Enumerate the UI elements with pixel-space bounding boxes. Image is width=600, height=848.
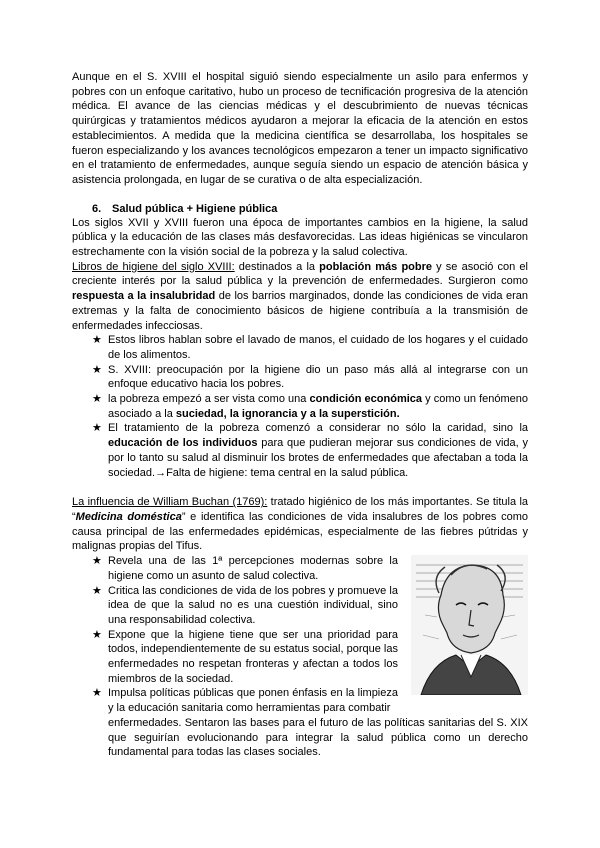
buchan-text-1: tratado higiénico de los más importantes. Se titula la “: [72, 496, 529, 523]
star-bullet-icon: ★: [92, 422, 102, 435]
bullet-text: Estos libros hablan sobre el lavado de manos, el cuidado de los hogares y el cuidado de los alimentos.: [108, 334, 528, 361]
bullet-text: la pobreza empezó a ser vista como una: [108, 393, 310, 406]
list-item: [92, 686, 398, 715]
bullet-text: para que pudieran mejorar sus condiciones de vida, y por lo tanto su salud al disminuir los brotes de enfermedades que afectaban a toda la sociedad.→Falta de higiene: tema central en la salud pública.: [108, 437, 528, 479]
books-paragraph: [72, 260, 528, 334]
list-item: [92, 333, 528, 362]
star-bullet-icon: ★: [92, 628, 102, 641]
list-item: [92, 392, 528, 421]
buchan-text-2: ” e identifica las condiciones de vida insalubres de los pobres como causa principal de las enfermedades epidémicas, especialmente de las fiebres pútridas y malignas propias del Tifus.: [72, 510, 528, 553]
list-item: [92, 584, 398, 628]
books-bold-2: respuesta a la insalubridad: [72, 290, 216, 303]
section-paragraph: Los siglos XVII y XVIII fueron una época de importantes cambios en la higiene, la salud pública y la educación de las clases más desfavorecidas. Las ideas higiénicas se vincularon estrechamente con la visión social de la pobreza y la salud colectiva.: [72, 216, 528, 259]
list-item: [92, 628, 398, 687]
intro-paragraph: Aunque en el S. XVIII el hospital siguió siendo especialmente un asilo para enfermos y pobres con un enfoque caritativo, hubo un proceso de tecnificación progresiva de la atención médica. El avance de las ciencias médicas y el descubrimiento de nuevas técnicas quirúrgicas y tratamientos médicos ayudaron a mejorar la eficacia de la atención en estos establecimientos. A medida que la medicina científica se desarrollaba, los hospitales se fueron especializando y los avances tecnológicos empezaron a tener un impacto significativo en el tratamiento de enfermedades, aunque seguía siendo un espacio de atención básica y asistencia prolongada, en lugar de se curativa o de alta especialización.: [72, 71, 528, 186]
bullet-bold: educación de los individuos: [108, 437, 258, 450]
bullet-text: S. XVIII: preocupación por la higiene dio un paso más allá al integrarse con un enfoque educativo hacia los pobres.: [108, 363, 528, 391]
buchan-book-title: Medicina doméstica: [75, 510, 182, 523]
star-bullet-icon: ★: [92, 687, 102, 700]
bullet-text: Impulsa políticas públicas que ponen énfasis en la limpieza y la educación sanitaria como herramientas para combatir: [108, 687, 398, 715]
bullet-text: El tratamiento de la pobreza comenzó a considerar no sólo la caridad, sino la: [108, 422, 528, 435]
section-title: Salud pública + Higiene pública: [112, 202, 278, 215]
buchan-section: [72, 495, 528, 760]
document-page: [72, 70, 528, 760]
star-bullet-icon: ★: [92, 334, 102, 347]
books-bullet-list: [72, 333, 528, 480]
books-label: Libros de higiene del siglo XVIII:: [72, 260, 235, 273]
star-bullet-icon: ★: [92, 555, 102, 568]
bullet-bold: suciedad, la ignorancia y a la superstición.: [175, 407, 400, 420]
bullet-text: Critica las condiciones de vida de los pobres y promueve la idea de que la salud no es una cuestión individual, sino una responsabilidad colectiva.: [108, 584, 398, 626]
section-heading: [72, 202, 528, 216]
bullet-text: Expone que la higiene tiene que ser una prioridad para todos, independientemente de su estatus social, porque las enfermedades no respetan fronteras y afectan a todos los miembros de la sociedad.: [108, 628, 398, 685]
list-item: [92, 363, 528, 392]
books-text-2: y se asoció con el creciente interés por la salud pública y la prevención de enfermedades. Surgieron como: [72, 260, 528, 288]
last-bullet-continuation: enfermedades. Sentaron las bases para el futuro de las políticas sanitarias del S. XIX que seguirían evolucionando para integrar la salud pública como un derecho fundamental para todas las clases sociales.: [108, 716, 528, 759]
section-number: 6.: [92, 202, 102, 215]
books-bold-1: población más pobre: [319, 260, 432, 273]
books-text-1: destinados a la: [234, 260, 320, 273]
star-bullet-icon: ★: [92, 584, 102, 597]
books-text-3: de los barrios marginados, donde las condiciones de vida eran extremas y la falta de conocimiento básicos de higiene contribuía a la transmisión de enfermedades infecciosas.: [72, 290, 528, 332]
bullet-text: y como un fenómeno asociado a la: [108, 393, 528, 420]
star-bullet-icon: ★: [92, 393, 102, 406]
list-item: [92, 421, 528, 480]
bullet-bold: condición económica: [309, 393, 423, 406]
william-buchan-portrait: [411, 555, 528, 695]
buchan-paragraph: [72, 495, 528, 554]
buchan-label: La influencia de William Buchan (1769):: [72, 496, 268, 509]
star-bullet-icon: ★: [92, 363, 102, 376]
bullet-text: Revela una de las 1ª percepciones modernas sobre la higiene como un asunto de salud colectiva.: [108, 555, 398, 582]
list-item: [92, 554, 398, 583]
